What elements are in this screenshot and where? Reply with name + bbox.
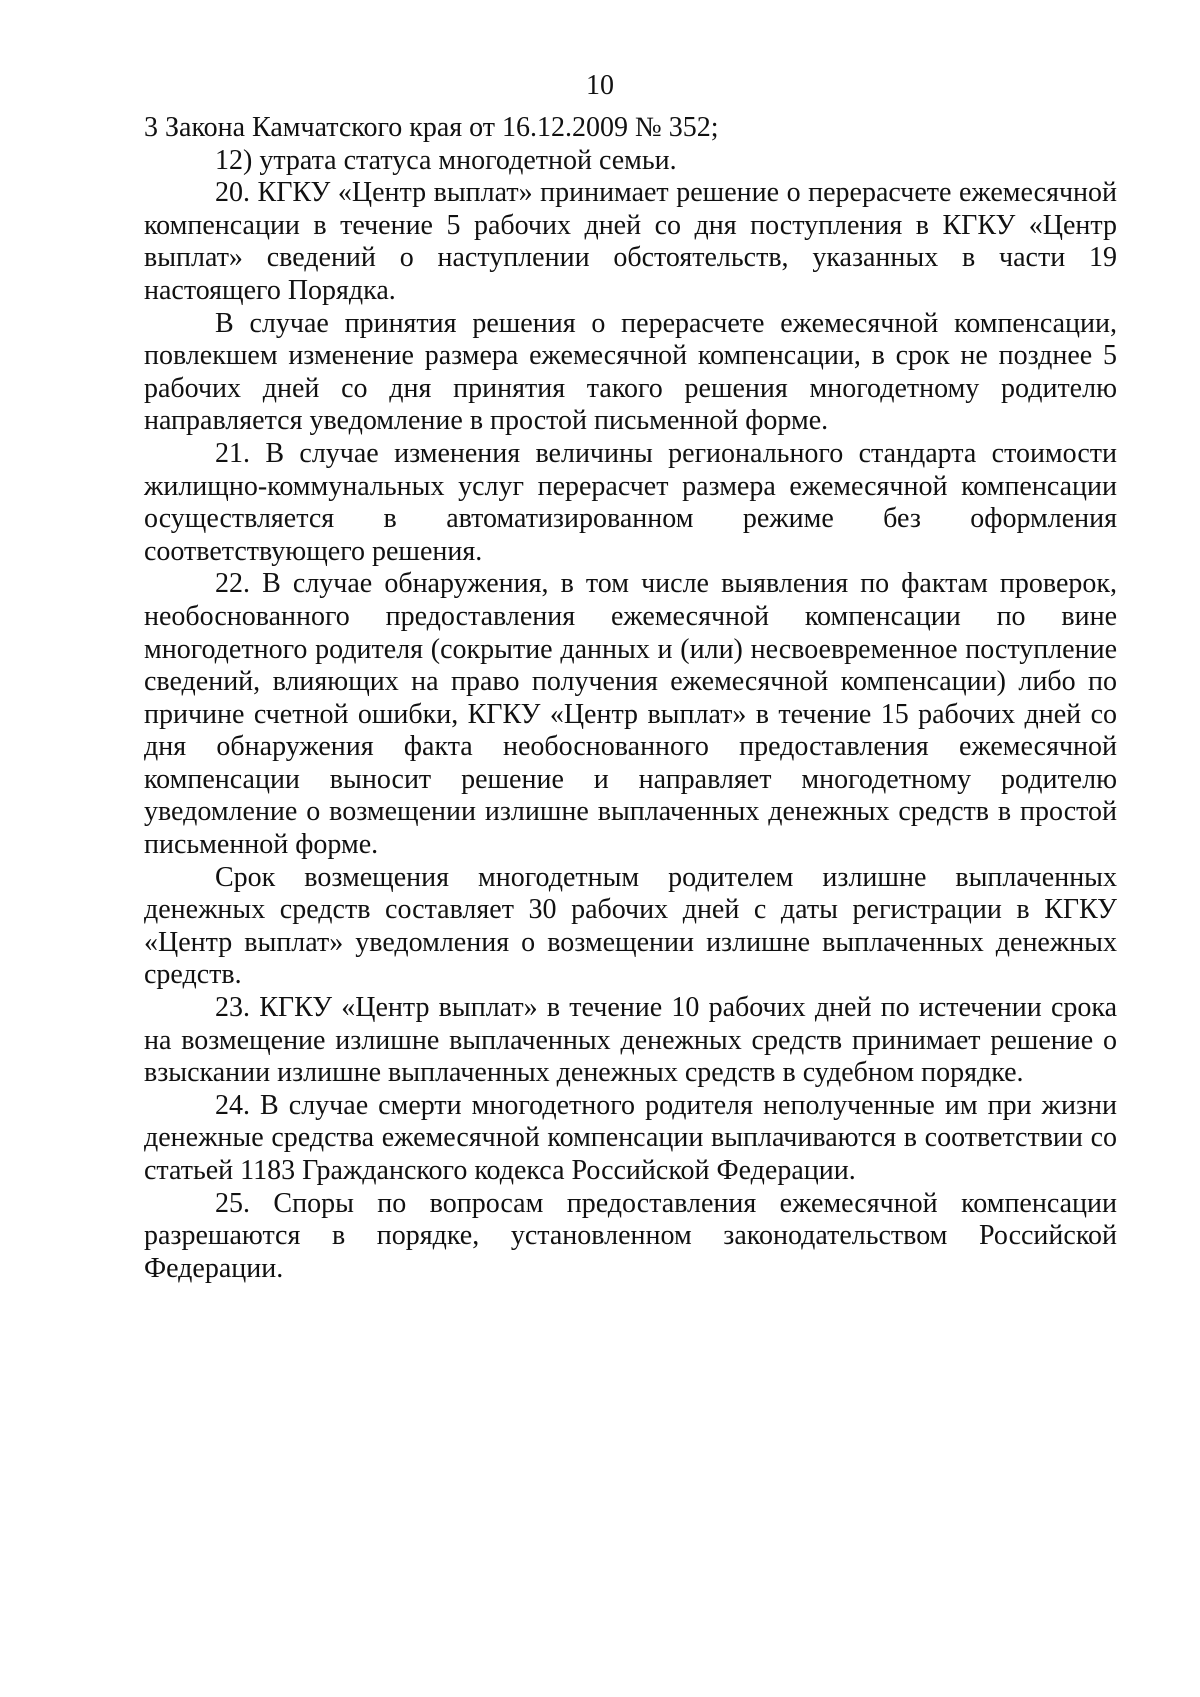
document-body — [144, 112, 1117, 1285]
paragraph-clause-25: 25. Споры по вопросам предоставления ежемесячной компенсации разрешаются в порядке, установленном законодательством Российской Федерации. — [144, 1187, 1117, 1284]
paragraph-item-12: 12) утрата статуса многодетной семьи. — [215, 144, 677, 176]
paragraph-recalculation-notice: В случае принятия решения о перерасчете ежемесячной компенсации, повлекшем изменение размера ежемесячной компенсации, в срок не позднее 5 рабочих дней со дня принятия такого решения многодетному родителю направляется уведомление в простой письменной форме. — [144, 307, 1117, 437]
paragraph-law-reference: 3 Закона Камчатского края от 16.12.2009 № 352; — [144, 112, 719, 143]
paragraph-clause-24: 24. В случае смерти многодетного родителя неполученные им при жизни денежные средства ежемесячной компенсации выплачиваются в соответствии со статьей 1183 Гражданского кодекса Российской Федерации. — [144, 1089, 1117, 1186]
paragraph-clause-22: 22. В случае обнаружения, в том числе выявления по фактам проверок, необоснованного предоставления ежемесячной компенсации по вине многодетного родителя (сокрытие данных и (или) несвоевременное поступление сведений, влияющих на право получения ежемесячной компенсации) либо по причине счетной ошибки, КГКУ «Центр выплат» в течение 15 рабочих дней со дня обнаружения факта необоснованного предоставления ежемесячной компенсации выносит решение и направляет многодетному родителю уведомление о возмещении излишне выплаченных денежных средств в простой письменной форме. — [144, 568, 1117, 861]
paragraph-refund-term: Срок возмещения многодетным родителем излишне выплаченных денежных средств составляет 30 рабочих дней с даты регистрации в КГКУ «Центр выплат» уведомления о возмещении излишне выплаченных денежных средств. — [144, 861, 1117, 991]
page-number: 10 — [586, 70, 614, 101]
paragraph-clause-21: 21. В случае изменения величины регионального стандарта стоимости жилищно-коммунальных услуг перерасчет размера ежемесячной компенсации осуществляется в автоматизированном режиме без оформления соответствующего решения. — [144, 437, 1117, 567]
paragraph-clause-23: 23. КГКУ «Центр выплат» в течение 10 рабочих дней по истечении срока на возмещение излишне выплаченных денежных средств принимает решение о взыскании излишне выплаченных денежных средств в судебном порядке. — [144, 992, 1117, 1089]
paragraph-clause-20: 20. КГКУ «Центр выплат» принимает решение о перерасчете ежемесячной компенсации в течение 5 рабочих дней со дня поступления в КГКУ «Центр выплат» сведений о наступлении обстоятельств, указанных в части 19 настоящего Порядка. — [144, 177, 1117, 306]
